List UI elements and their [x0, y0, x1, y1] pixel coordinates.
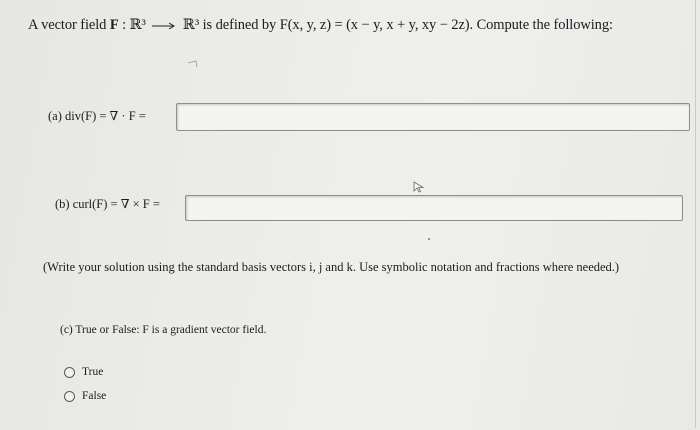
question-text: A vector field F : ℝ³ ℝ³ is defined by F(x, y, z) = (x − y, x + y, xy − 2z). Compute the following: [28, 17, 613, 33]
curl-answer-input[interactable] [185, 195, 683, 221]
radio-true[interactable] [64, 367, 75, 378]
mouse-cursor-icon [413, 181, 425, 193]
maps-to-arrow-icon [151, 21, 177, 31]
part-b-label: (b) curl(F) = ∇ × F = [55, 197, 160, 211]
option-false-label: False [82, 390, 107, 402]
stray-dot [428, 238, 430, 240]
option-true-label: True [82, 366, 104, 378]
part-a-label: (a) div(F) = ∇ · F = [48, 109, 146, 123]
option-false[interactable] [64, 390, 106, 402]
instruction-note: (Write your solution using the standard basis vectors i, j and k. Use symbolic notation and fractions where needed.) [43, 260, 620, 274]
radio-false[interactable] [64, 391, 75, 402]
divergence-answer-input[interactable] [176, 103, 690, 131]
stray-mark [188, 60, 198, 68]
option-true[interactable] [64, 366, 103, 378]
part-c-label: (c) True or False: F is a gradient vector field. [60, 324, 267, 336]
